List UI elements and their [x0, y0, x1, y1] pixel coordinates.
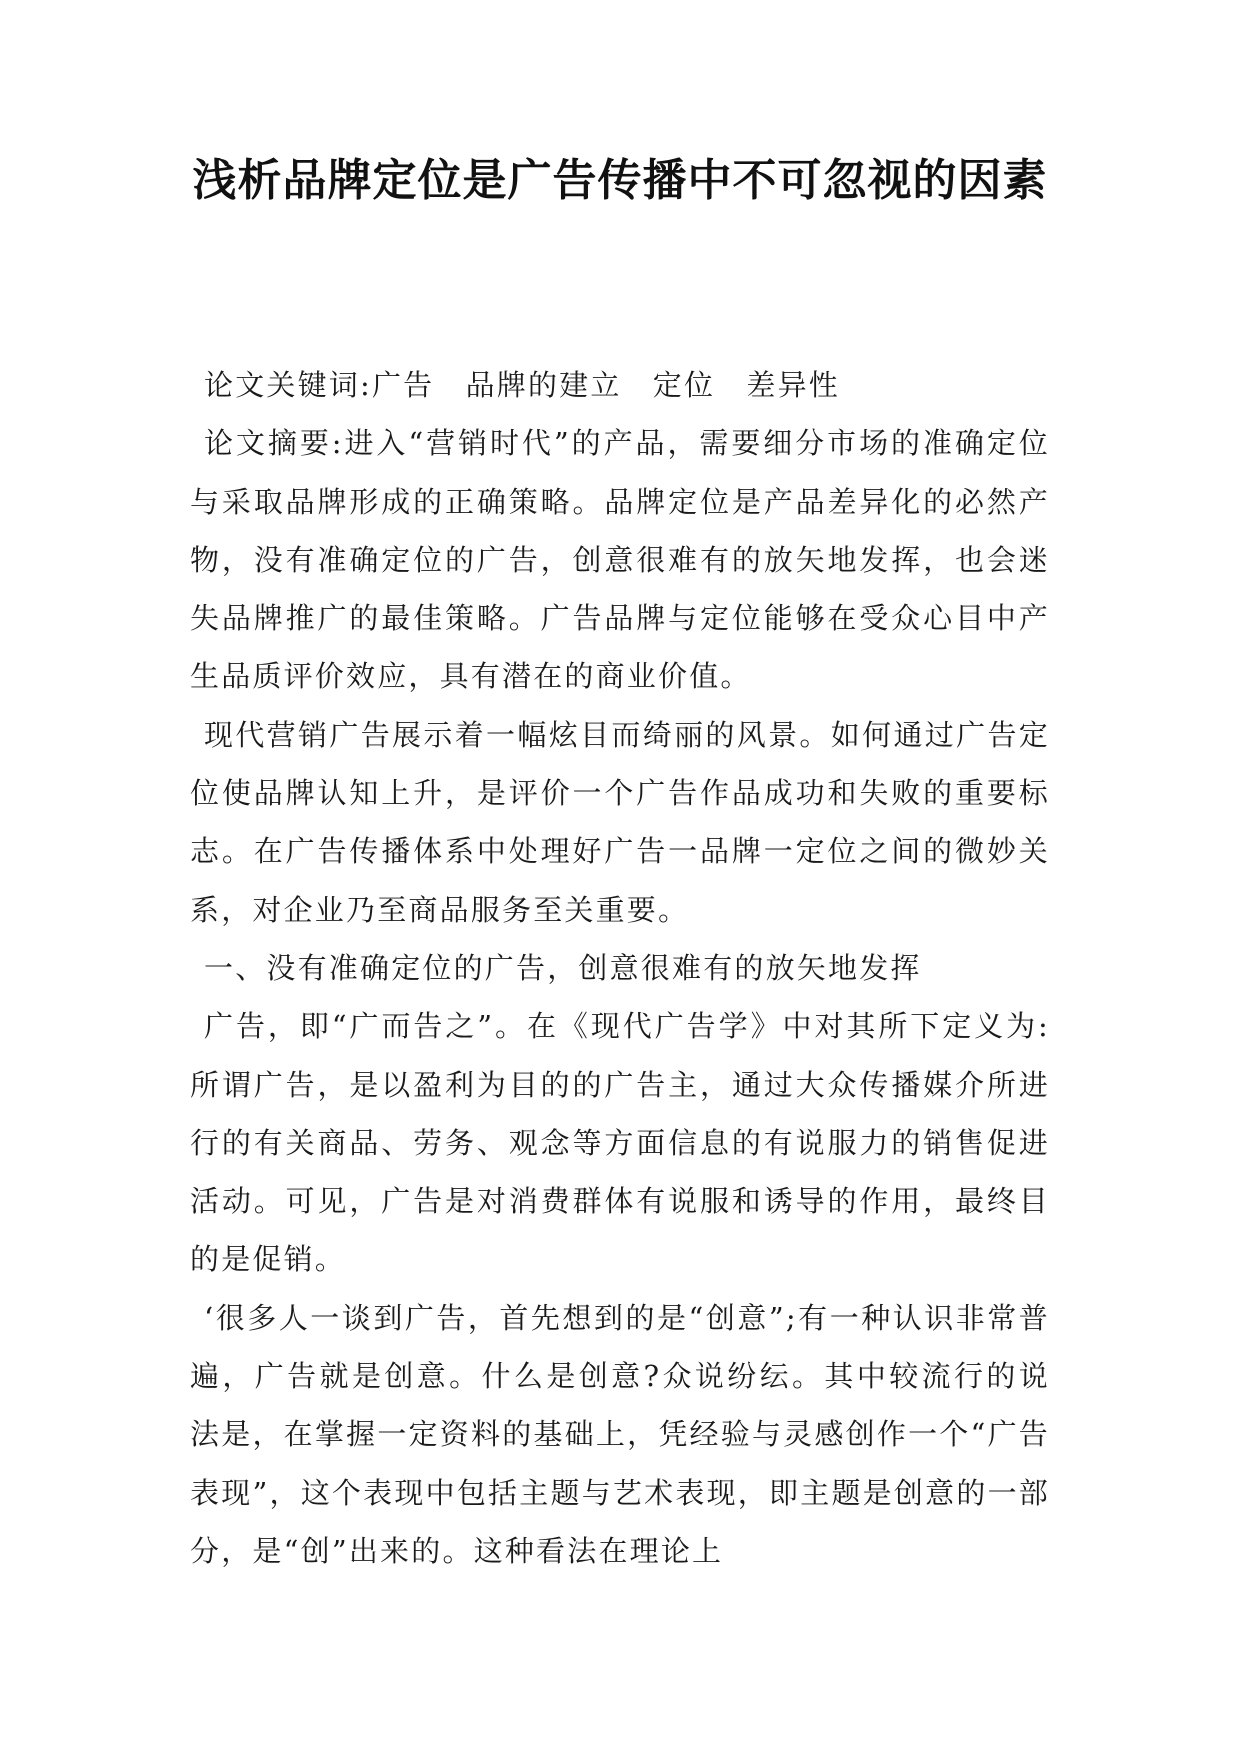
intro-paragraph: 现代营销广告展示着一幅炫目而绮丽的风景。如何通过广告定位使品牌认知上升，是评价一个广告作品成功和失败的重要标志。在广告传播体系中处理好广告一品牌一定位之间的微妙关系，对企业乃至商品服务至关重要。: [190, 717, 1050, 927]
body-paragraph: ‘很多人一谈到广告，首先想到的是“创意”;有一种认识非常普遍，广告就是创意。什么是创意?众说纷纭。其中较流行的说法是，在掌握一定资料的基础上，凭经验与灵感创作一个“广告表现”，这个表现中包括主题与艺术表现，即主题是创意的一部分，是“创”出来的。这种看法在理论上: [190, 1300, 1050, 1568]
section-heading: 一、没有准确定位的广告，创意很难有的放矢地发挥: [204, 950, 922, 985]
document-body: [190, 356, 1050, 1580]
abstract-paragraph: 论文摘要:进入“营销时代”的产品，需要细分市场的准确定位与采取品牌形成的正确策略。品牌定位是产品差异化的必然产物，没有准确定位的广告，创意很难有的放矢地发挥，也会迷失品牌推广的最佳策略。广告品牌与定位能够在受众心目中产生品质评价效应，具有潜在的商业价值。: [190, 426, 1050, 694]
body-paragraph: 广告，即“广而告之”。在《现代广告学》中对其所下定义为:所谓广告，是以盈利为目的的广告主，通过大众传播媒介所进行的有关商品、劳务、观念等方面信息的有说服力的销售促进活动。可见，广告是对消费群体有说服和诱导的作用，最终目的是促销。: [190, 1009, 1050, 1277]
document-title: 浅析品牌定位是广告传播中不可忽视的因素: [192, 155, 1048, 206]
keywords-paragraph: 论文关键词:广告 品牌的建立 定位 差异性: [204, 368, 840, 402]
